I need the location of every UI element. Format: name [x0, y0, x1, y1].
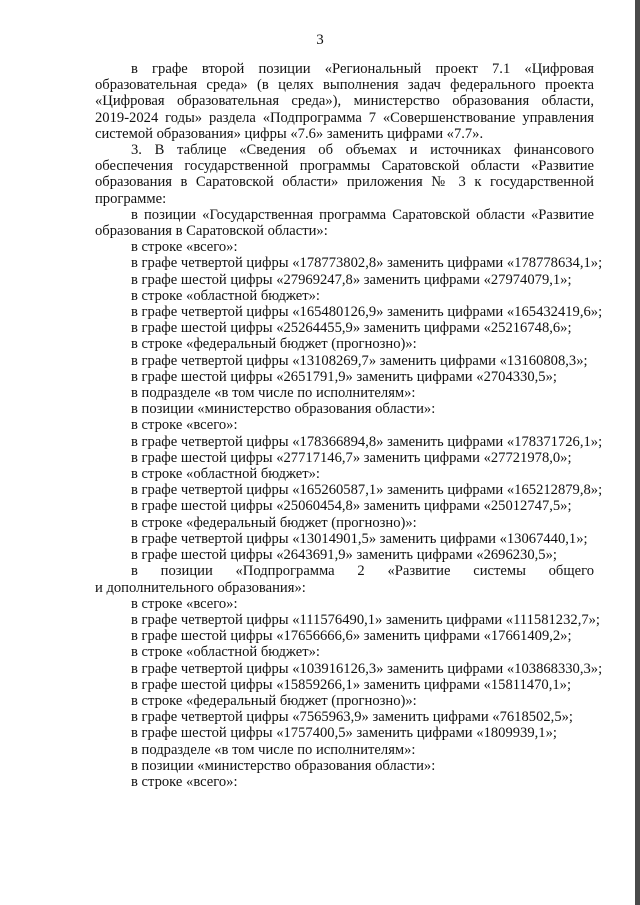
text-line: в позиции «Подпрограмма 2 «Развитие системы общего: [131, 563, 594, 580]
page-number: 3: [316, 32, 324, 48]
list-item: в позиции «министерство образования области»:: [131, 757, 436, 774]
text-line: программе:: [95, 190, 167, 207]
paragraph-2: [95, 142, 594, 207]
amendment-list-2: [95, 595, 603, 790]
text-line: образовательная среда» (в целях выполнения задач федерального проекта: [95, 77, 594, 94]
scan-edge: [635, 0, 640, 905]
list-item: в строке «всего»:: [131, 595, 238, 612]
text-line: образования в Саратовской области»:: [95, 223, 328, 240]
paragraph-4: [95, 563, 594, 595]
paragraph-3: [95, 207, 594, 239]
paragraph-1: [95, 61, 594, 142]
list-item: в строке «федеральный бюджет (прогнозно)»:: [131, 692, 417, 709]
list-item: в строке «всего»:: [131, 417, 238, 434]
text-line: 3. В таблице «Сведения об объемах и источниках финансового: [131, 142, 594, 159]
document-body: [95, 61, 603, 790]
list-item: в строке «областной бюджет»:: [131, 466, 320, 483]
list-item: в строке «всего»:: [131, 773, 238, 790]
text-line: 2019-2024 годы» раздела «Подпрограмма 7 «Совершенствование управления: [95, 109, 594, 126]
list-item: в графе шестой цифры «17656666,6» заменить цифрами «17661409,2»;: [131, 628, 572, 645]
list-item: в графе шестой цифры «27969247,8» заменить цифрами «27974079,1»;: [131, 271, 572, 288]
list-item: в строке «федеральный бюджет (прогнозно)»:: [131, 514, 417, 531]
list-item: в графе четвертой цифры «13108269,7» заменить цифрами «13160808,3»;: [131, 352, 588, 369]
list-item: в подразделе «в том числе по исполнителям»:: [131, 741, 416, 758]
list-item: в графе четвертой цифры «103916126,3» заменить цифрами «103868330,3»;: [131, 660, 603, 677]
list-item: в строке «областной бюджет»:: [131, 287, 320, 304]
list-item: в графе шестой цифры «27717146,7» заменить цифрами «27721978,0»;: [131, 449, 572, 466]
list-item: в графе шестой цифры «1757400,5» заменить цифрами «1809939,1»;: [131, 725, 557, 742]
list-item: в графе четвертой цифры «165260587,1» заменить цифрами «165212879,8»;: [131, 482, 603, 499]
amendment-list-1: [95, 239, 603, 564]
list-item: в графе шестой цифры «25264455,9» заменить цифрами «25216748,6»;: [131, 320, 572, 337]
text-line: обеспечения государственной программы Саратовской области «Развитие: [95, 158, 594, 175]
list-item: в графе четвертой цифры «7565963,9» заменить цифрами «7618502,5»;: [131, 709, 573, 726]
text-line: системой образования» цифры «7.6» заменить цифрами «7.7».: [95, 125, 484, 142]
list-item: в графе четвертой цифры «165480126,9» заменить цифрами «165432419,6»;: [131, 304, 603, 321]
list-item: в строке «областной бюджет»:: [131, 644, 320, 661]
text-line: и дополнительного образования»:: [95, 579, 306, 596]
list-item: в графе шестой цифры «2643691,9» заменить цифрами «2696230,5»;: [131, 547, 557, 564]
list-item: в графе шестой цифры «2651791,9» заменить цифрами «2704330,5»;: [131, 368, 557, 385]
text-line: в графе второй позиции «Региональный проект 7.1 «Цифровая: [131, 61, 594, 77]
list-item: в строке «федеральный бюджет (прогнозно)»:: [131, 336, 417, 353]
text-line: «Цифровая образовательная среда»), министерство образования области,: [95, 93, 594, 110]
list-item: в графе четвертой цифры «178366894,8» заменить цифрами «178371726,1»;: [131, 433, 603, 450]
list-item: в графе четвертой цифры «13014901,5» заменить цифрами «13067440,1»;: [131, 530, 588, 547]
text-line: в позиции «Государственная программа Саратовской области «Развитие: [131, 206, 594, 223]
list-item: в строке «всего»:: [131, 239, 238, 256]
list-item: в графе шестой цифры «25060454,8» заменить цифрами «25012747,5»;: [131, 498, 572, 515]
text-line: образования в Саратовской области» приложения № 3 к государственной: [95, 174, 594, 191]
list-item: в графе четвертой цифры «111576490,1» заменить цифрами «111581232,7»;: [131, 611, 600, 628]
list-item: в позиции «министерство образования области»:: [131, 401, 436, 418]
list-item: в подразделе «в том числе по исполнителям»:: [131, 385, 416, 402]
list-item: в графе четвертой цифры «178773802,8» заменить цифрами «178778634,1»;: [131, 255, 603, 272]
list-item: в графе шестой цифры «15859266,1» заменить цифрами «15811470,1»;: [131, 676, 571, 693]
